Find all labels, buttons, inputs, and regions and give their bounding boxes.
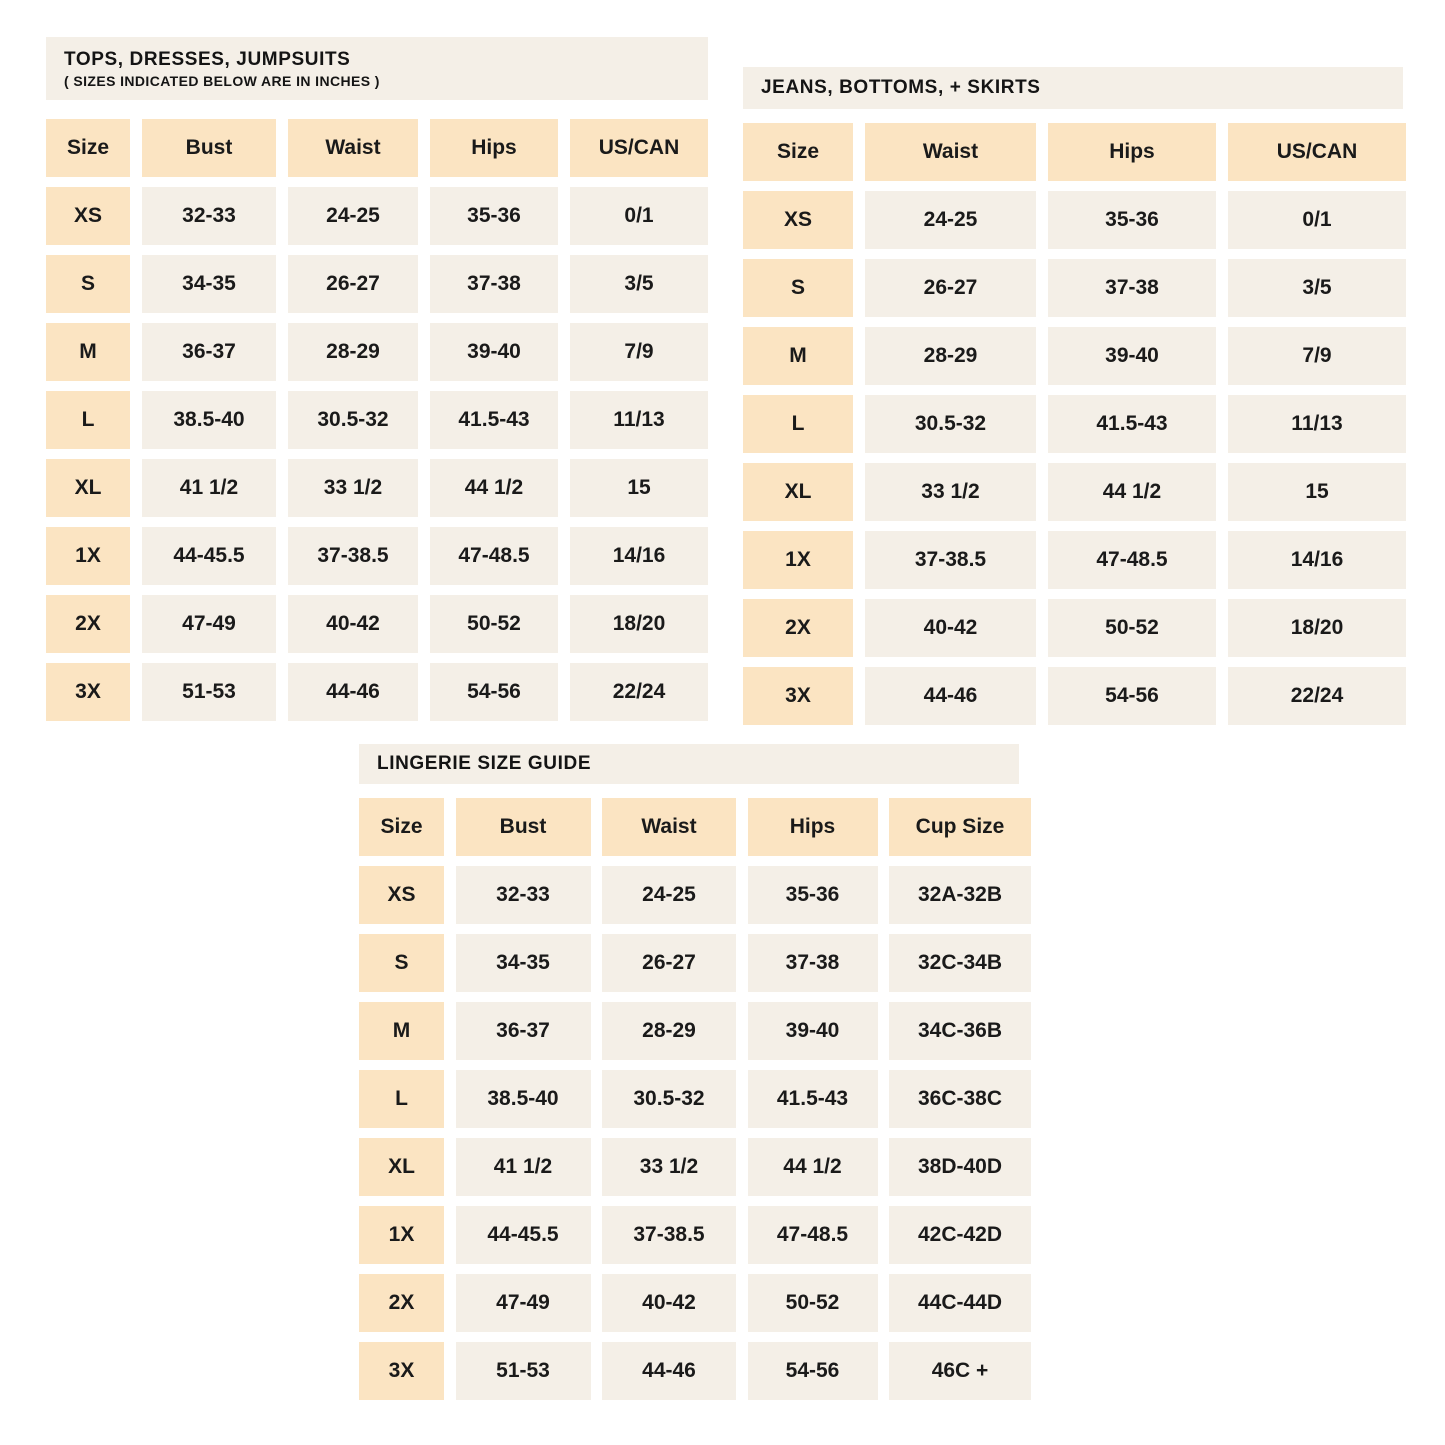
tops-dresses-jumpsuits-row-3x-hips: 54-56 [430,663,558,721]
jeans-bottoms-skirts-row-s-label: S [743,259,853,317]
lingerie-size-guide-row-3x-cup-size: 46C + [889,1342,1031,1400]
tops-dresses-jumpsuits-row-xs-bust: 32-33 [142,187,276,245]
tops-dresses-jumpsuits-row-2x-label: 2X [46,595,130,653]
jeans-title: JEANS, BOTTOMS, + SKIRTS [761,77,1041,98]
lingerie-size-guide-row-m-label: M [359,1002,444,1060]
tops-dresses-jumpsuits-row-xl-waist: 33 1/2 [288,459,418,517]
tops-subtitle: ( SIZES INDICATED BELOW ARE IN INCHES ) [64,72,380,89]
jeans-bottoms-skirts-row-2x-hips: 50-52 [1048,599,1216,657]
tops-dresses-jumpsuits-row-m-hips: 39-40 [430,323,558,381]
jeans-bottoms-skirts-row-m-us-can: 7/9 [1228,327,1406,385]
lingerie-size-guide-row-m-waist: 28-29 [602,1002,736,1060]
jeans-bottoms-skirts-row-xs-label: XS [743,191,853,249]
lingerie-size-guide-row-2x-bust: 47-49 [456,1274,591,1332]
lingerie-size-guide-row-xl-waist: 33 1/2 [602,1138,736,1196]
tops-dresses-jumpsuits-row-s-bust: 34-35 [142,255,276,313]
tops-dresses-jumpsuits-row-m-us-can: 7/9 [570,323,708,381]
jeans-bottoms-skirts-section [743,67,1406,725]
lingerie-size-guide-header-bust: Bust [456,798,591,856]
lingerie-size-guide-row-xs-label: XS [359,866,444,924]
tops-dresses-jumpsuits-row-2x-waist: 40-42 [288,595,418,653]
lingerie-size-guide-row-s-bust: 34-35 [456,934,591,992]
tops-dresses-jumpsuits-row-1x-hips: 47-48.5 [430,527,558,585]
jeans-bottoms-skirts-header-waist: Waist [865,123,1036,181]
lingerie-size-guide-row-l-cup-size: 36C-38C [889,1070,1031,1128]
jeans-bottoms-skirts-row-m-waist: 28-29 [865,327,1036,385]
tops-dresses-jumpsuits-header-waist: Waist [288,119,418,177]
tops-dresses-jumpsuits-header-hips: Hips [430,119,558,177]
tops-dresses-jumpsuits-row-1x-label: 1X [46,527,130,585]
lingerie-title-banner [359,744,1019,784]
tops-dresses-jumpsuits-row-3x-waist: 44-46 [288,663,418,721]
tops-dresses-jumpsuits-row-s-hips: 37-38 [430,255,558,313]
tops-dresses-jumpsuits-row-1x-us-can: 14/16 [570,527,708,585]
jeans-bottoms-skirts-row-2x-label: 2X [743,599,853,657]
tops-dresses-jumpsuits-row-3x-us-can: 22/24 [570,663,708,721]
tops-size-table [46,119,708,721]
lingerie-size-guide-row-xl-label: XL [359,1138,444,1196]
tops-dresses-jumpsuits-row-l-bust: 38.5-40 [142,391,276,449]
jeans-bottoms-skirts-row-xl-label: XL [743,463,853,521]
lingerie-size-guide-row-xl-bust: 41 1/2 [456,1138,591,1196]
jeans-bottoms-skirts-row-m-label: M [743,327,853,385]
lingerie-size-guide-row-xs-cup-size: 32A-32B [889,866,1031,924]
tops-dresses-jumpsuits-row-xs-label: XS [46,187,130,245]
lingerie-size-guide-row-1x-label: 1X [359,1206,444,1264]
lingerie-size-guide-row-3x-hips: 54-56 [748,1342,878,1400]
jeans-bottoms-skirts-row-xs-hips: 35-36 [1048,191,1216,249]
tops-dresses-jumpsuits-row-1x-bust: 44-45.5 [142,527,276,585]
jeans-bottoms-skirts-row-l-us-can: 11/13 [1228,395,1406,453]
lingerie-size-guide-row-m-hips: 39-40 [748,1002,878,1060]
lingerie-size-guide-row-s-label: S [359,934,444,992]
tops-dresses-jumpsuits-row-xs-us-can: 0/1 [570,187,708,245]
tops-dresses-jumpsuits-row-xl-label: XL [46,459,130,517]
lingerie-size-guide-row-xs-waist: 24-25 [602,866,736,924]
lingerie-size-guide-row-s-hips: 37-38 [748,934,878,992]
tops-dresses-jumpsuits-header-bust: Bust [142,119,276,177]
jeans-bottoms-skirts-row-3x-label: 3X [743,667,853,725]
lingerie-size-guide-row-3x-label: 3X [359,1342,444,1400]
tops-dresses-jumpsuits-row-xl-hips: 44 1/2 [430,459,558,517]
tops-dresses-jumpsuits-header-us-can: US/CAN [570,119,708,177]
lingerie-size-guide-row-m-bust: 36-37 [456,1002,591,1060]
jeans-bottoms-skirts-row-l-waist: 30.5-32 [865,395,1036,453]
jeans-bottoms-skirts-row-m-hips: 39-40 [1048,327,1216,385]
lingerie-size-guide-row-3x-bust: 51-53 [456,1342,591,1400]
tops-dresses-jumpsuits-row-2x-us-can: 18/20 [570,595,708,653]
lingerie-size-guide-header-hips: Hips [748,798,878,856]
tops-dresses-jumpsuits-row-l-waist: 30.5-32 [288,391,418,449]
lingerie-size-guide-header-waist: Waist [602,798,736,856]
tops-dresses-jumpsuits-row-m-bust: 36-37 [142,323,276,381]
tops-dresses-jumpsuits-row-s-waist: 26-27 [288,255,418,313]
tops-dresses-jumpsuits-row-1x-waist: 37-38.5 [288,527,418,585]
jeans-bottoms-skirts-row-s-waist: 26-27 [865,259,1036,317]
jeans-bottoms-skirts-row-xl-waist: 33 1/2 [865,463,1036,521]
jeans-bottoms-skirts-row-xl-us-can: 15 [1228,463,1406,521]
tops-dresses-jumpsuits-row-l-hips: 41.5-43 [430,391,558,449]
jeans-bottoms-skirts-row-2x-us-can: 18/20 [1228,599,1406,657]
lingerie-size-guide-row-2x-hips: 50-52 [748,1274,878,1332]
jeans-bottoms-skirts-row-1x-hips: 47-48.5 [1048,531,1216,589]
jeans-bottoms-skirts-header-us-can: US/CAN [1228,123,1406,181]
lingerie-size-guide-row-m-cup-size: 34C-36B [889,1002,1031,1060]
lingerie-size-guide-row-l-waist: 30.5-32 [602,1070,736,1128]
jeans-bottoms-skirts-row-3x-hips: 54-56 [1048,667,1216,725]
tops-dresses-jumpsuits-row-s-label: S [46,255,130,313]
lingerie-size-guide-row-1x-waist: 37-38.5 [602,1206,736,1264]
lingerie-size-guide-row-2x-waist: 40-42 [602,1274,736,1332]
tops-dresses-jumpsuits-section [46,37,708,721]
jeans-bottoms-skirts-row-1x-us-can: 14/16 [1228,531,1406,589]
tops-dresses-jumpsuits-row-m-label: M [46,323,130,381]
jeans-title-banner [743,67,1403,109]
tops-title-banner [46,37,708,100]
jeans-bottoms-skirts-row-1x-label: 1X [743,531,853,589]
tops-title: TOPS, DRESSES, JUMPSUITS [64,48,351,70]
tops-dresses-jumpsuits-row-l-label: L [46,391,130,449]
tops-dresses-jumpsuits-row-xs-waist: 24-25 [288,187,418,245]
jeans-bottoms-skirts-header-size: Size [743,123,853,181]
lingerie-size-guide-row-l-label: L [359,1070,444,1128]
tops-dresses-jumpsuits-row-3x-label: 3X [46,663,130,721]
lingerie-size-guide-row-1x-cup-size: 42C-42D [889,1206,1031,1264]
lingerie-size-guide-row-xl-hips: 44 1/2 [748,1138,878,1196]
jeans-bottoms-skirts-row-2x-waist: 40-42 [865,599,1036,657]
tops-dresses-jumpsuits-row-xs-hips: 35-36 [430,187,558,245]
lingerie-size-guide-row-s-waist: 26-27 [602,934,736,992]
jeans-bottoms-skirts-row-s-us-can: 3/5 [1228,259,1406,317]
lingerie-size-guide-row-xs-hips: 35-36 [748,866,878,924]
tops-dresses-jumpsuits-row-2x-hips: 50-52 [430,595,558,653]
lingerie-size-guide-row-2x-label: 2X [359,1274,444,1332]
lingerie-size-guide-header-size: Size [359,798,444,856]
tops-dresses-jumpsuits-row-2x-bust: 47-49 [142,595,276,653]
tops-dresses-jumpsuits-header-size: Size [46,119,130,177]
jeans-bottoms-skirts-row-3x-waist: 44-46 [865,667,1036,725]
jeans-bottoms-skirts-header-hips: Hips [1048,123,1216,181]
lingerie-size-guide-row-s-cup-size: 32C-34B [889,934,1031,992]
tops-dresses-jumpsuits-row-3x-bust: 51-53 [142,663,276,721]
tops-dresses-jumpsuits-row-xl-us-can: 15 [570,459,708,517]
tops-dresses-jumpsuits-row-xl-bust: 41 1/2 [142,459,276,517]
lingerie-size-guide-header-cup-size: Cup Size [889,798,1031,856]
lingerie-size-guide-row-xl-cup-size: 38D-40D [889,1138,1031,1196]
lingerie-size-table [359,798,1031,1400]
jeans-bottoms-skirts-row-l-hips: 41.5-43 [1048,395,1216,453]
lingerie-size-guide-row-1x-bust: 44-45.5 [456,1206,591,1264]
lingerie-size-guide-row-2x-cup-size: 44C-44D [889,1274,1031,1332]
tops-dresses-jumpsuits-row-m-waist: 28-29 [288,323,418,381]
lingerie-size-guide-section [359,744,1031,1400]
lingerie-size-guide-row-3x-waist: 44-46 [602,1342,736,1400]
jeans-bottoms-skirts-row-xs-us-can: 0/1 [1228,191,1406,249]
jeans-bottoms-skirts-row-1x-waist: 37-38.5 [865,531,1036,589]
jeans-bottoms-skirts-row-xs-waist: 24-25 [865,191,1036,249]
lingerie-size-guide-row-1x-hips: 47-48.5 [748,1206,878,1264]
lingerie-size-guide-row-l-bust: 38.5-40 [456,1070,591,1128]
jeans-size-table [743,123,1406,725]
jeans-bottoms-skirts-row-s-hips: 37-38 [1048,259,1216,317]
jeans-bottoms-skirts-row-l-label: L [743,395,853,453]
lingerie-title: LINGERIE SIZE GUIDE [377,753,592,774]
tops-dresses-jumpsuits-row-s-us-can: 3/5 [570,255,708,313]
tops-dresses-jumpsuits-row-l-us-can: 11/13 [570,391,708,449]
lingerie-size-guide-row-xs-bust: 32-33 [456,866,591,924]
jeans-bottoms-skirts-row-xl-hips: 44 1/2 [1048,463,1216,521]
lingerie-size-guide-row-l-hips: 41.5-43 [748,1070,878,1128]
jeans-bottoms-skirts-row-3x-us-can: 22/24 [1228,667,1406,725]
